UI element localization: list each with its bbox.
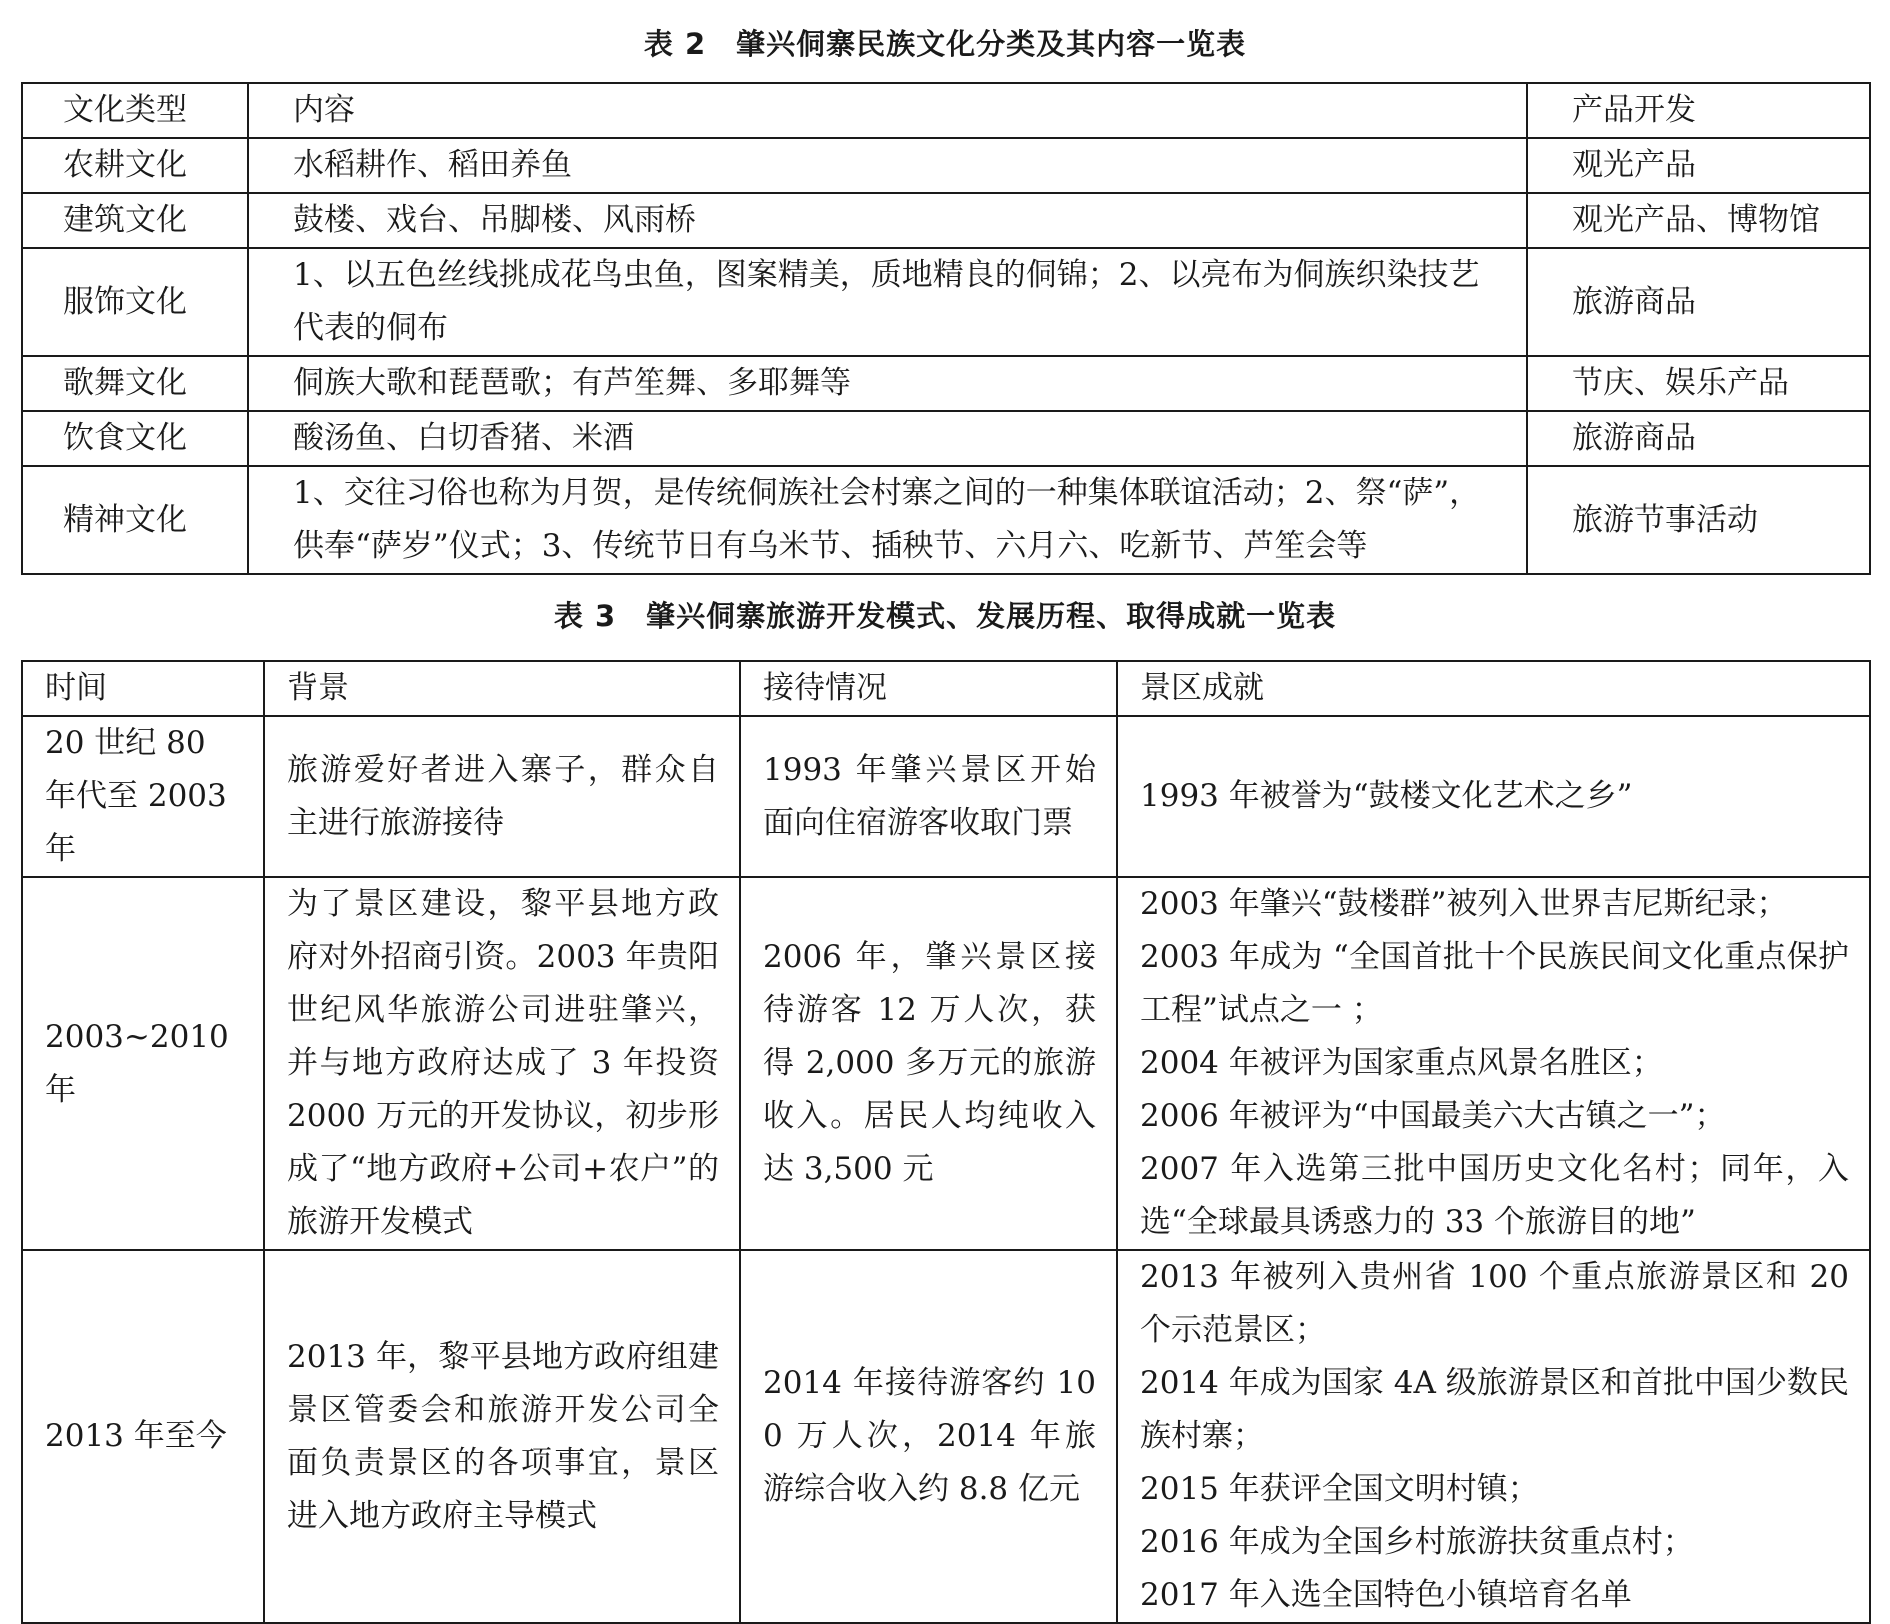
time-cell: 2013 年至今 [22,1250,264,1623]
table-row [22,716,1870,877]
culture-type-cell: 精神文化 [22,466,248,574]
background-cell: 旅游爱好者进入寨子，群众自主进行旅游接待 [264,716,740,877]
header-product-development: 产品开发 [1527,83,1870,138]
product-cell: 旅游节事活动 [1527,466,1870,574]
achievement-item: 2013 年被列入贵州省 100 个重点旅游景区和 20 个示范景区； [1140,1259,1849,1348]
content-cell: 酸汤鱼、白切香猪、米酒 [248,411,1527,466]
reception-cell: 2014 年接待游客约 100 万人次，2014 年旅游综合收入约 8.8 亿元 [740,1250,1117,1623]
header-time: 时间 [22,661,264,716]
content-cell: 1、交往习俗也称为月贺，是传统侗族社会村寨之间的一种集体联谊活动；2、祭“萨”，供奉“萨岁”仪式；3、传统节日有乌米节、插秧节、六月六、吃新节、芦笙会等 [248,466,1527,574]
background-cell: 为了景区建设，黎平县地方政府对外招商引资。2003 年贵阳世纪风华旅游公司进驻肇兴，并与地方政府达成了 3 年投资 2000 万元的开发协议，初步形成了“地方政府+公司+农户”的旅游开发模式 [264,877,740,1250]
achievement-cell [1117,716,1870,877]
table-2-caption: 表 2 肇兴侗寨民族文化分类及其内容一览表 [643,27,1247,61]
table-row [22,248,1870,356]
table-header-row [22,83,1870,138]
table-row [22,1250,1870,1623]
table-header-row [22,661,1870,716]
achievement-item: 2007 年入选第三批中国历史文化名村；同年，入选“全球最具诱惑力的 33 个旅游目的地” [1140,1151,1849,1240]
culture-classification-table [21,82,1871,575]
achievement-item: 1993 年被誉为“鼓楼文化艺术之乡” [1140,778,1633,814]
achievement-item: 2006 年被评为“中国最美六大古镇之一”； [1140,1098,1726,1134]
content-cell: 水稻耕作、稻田养鱼 [248,138,1527,193]
achievement-item: 2017 年入选全国特色小镇培育名单 [1140,1577,1632,1613]
time-cell: 2003~2010 年 [22,877,264,1250]
product-cell: 观光产品 [1527,138,1870,193]
achievement-item: 2016 年成为全国乡村旅游扶贫重点村； [1140,1524,1694,1560]
culture-type-cell: 农耕文化 [22,138,248,193]
header-background: 背景 [264,661,740,716]
tourism-development-table [21,660,1871,1624]
product-cell: 节庆、娱乐产品 [1527,356,1870,411]
content-cell: 侗族大歌和琵琶歌；有芦笙舞、多耶舞等 [248,356,1527,411]
culture-type-cell: 服饰文化 [22,248,248,356]
achievement-item: 2015 年获评全国文明村镇； [1140,1471,1539,1507]
achievement-item: 2003 年成为 “全国首批十个民族民间文化重点保护工程”试点之一 ； [1140,939,1849,1028]
culture-type-cell: 饮食文化 [22,411,248,466]
product-cell: 旅游商品 [1527,248,1870,356]
header-culture-type: 文化类型 [22,83,248,138]
achievement-cell [1117,877,1870,1250]
achievement-cell [1117,1250,1870,1623]
table-row [22,877,1870,1250]
product-cell: 旅游商品 [1527,411,1870,466]
culture-type-cell: 建筑文化 [22,193,248,248]
content-cell: 1、以五色丝线挑成花鸟虫鱼，图案精美，质地精良的侗锦；2、以亮布为侗族织染技艺代表的侗布 [248,248,1527,356]
header-reception: 接待情况 [740,661,1117,716]
table-row [22,356,1870,411]
culture-type-cell: 歌舞文化 [22,356,248,411]
table-row [22,411,1870,466]
reception-cell: 2006 年，肇兴景区接待游客 12 万人次，获得 2,000 多万元的旅游收入。居民人均纯收入达 3,500 元 [740,877,1117,1250]
time-cell: 20 世纪 80 年代至 2003 年 [22,716,264,877]
table-row [22,466,1870,574]
achievement-item: 2014 年成为国家 4A 级旅游景区和首批中国少数民族村寨； [1140,1365,1849,1454]
reception-cell: 1993 年肇兴景区开始面向住宿游客收取门票 [740,716,1117,877]
table-3-caption: 表 3 肇兴侗寨旅游开发模式、发展历程、取得成就一览表 [553,599,1337,633]
header-achievement: 景区成就 [1117,661,1870,716]
table-row [22,138,1870,193]
header-content: 内容 [248,83,1527,138]
table-row [22,193,1870,248]
achievement-item: 2004 年被评为国家重点风景名胜区； [1140,1045,1663,1081]
product-cell: 观光产品、博物馆 [1527,193,1870,248]
content-cell: 鼓楼、戏台、吊脚楼、风雨桥 [248,193,1527,248]
achievement-item: 2003 年肇兴“鼓楼群”被列入世界吉尼斯纪录； [1140,886,1788,922]
background-cell: 2013 年，黎平县地方政府组建景区管委会和旅游开发公司全面负责景区的各项事宜，景区进入地方政府主导模式 [264,1250,740,1623]
